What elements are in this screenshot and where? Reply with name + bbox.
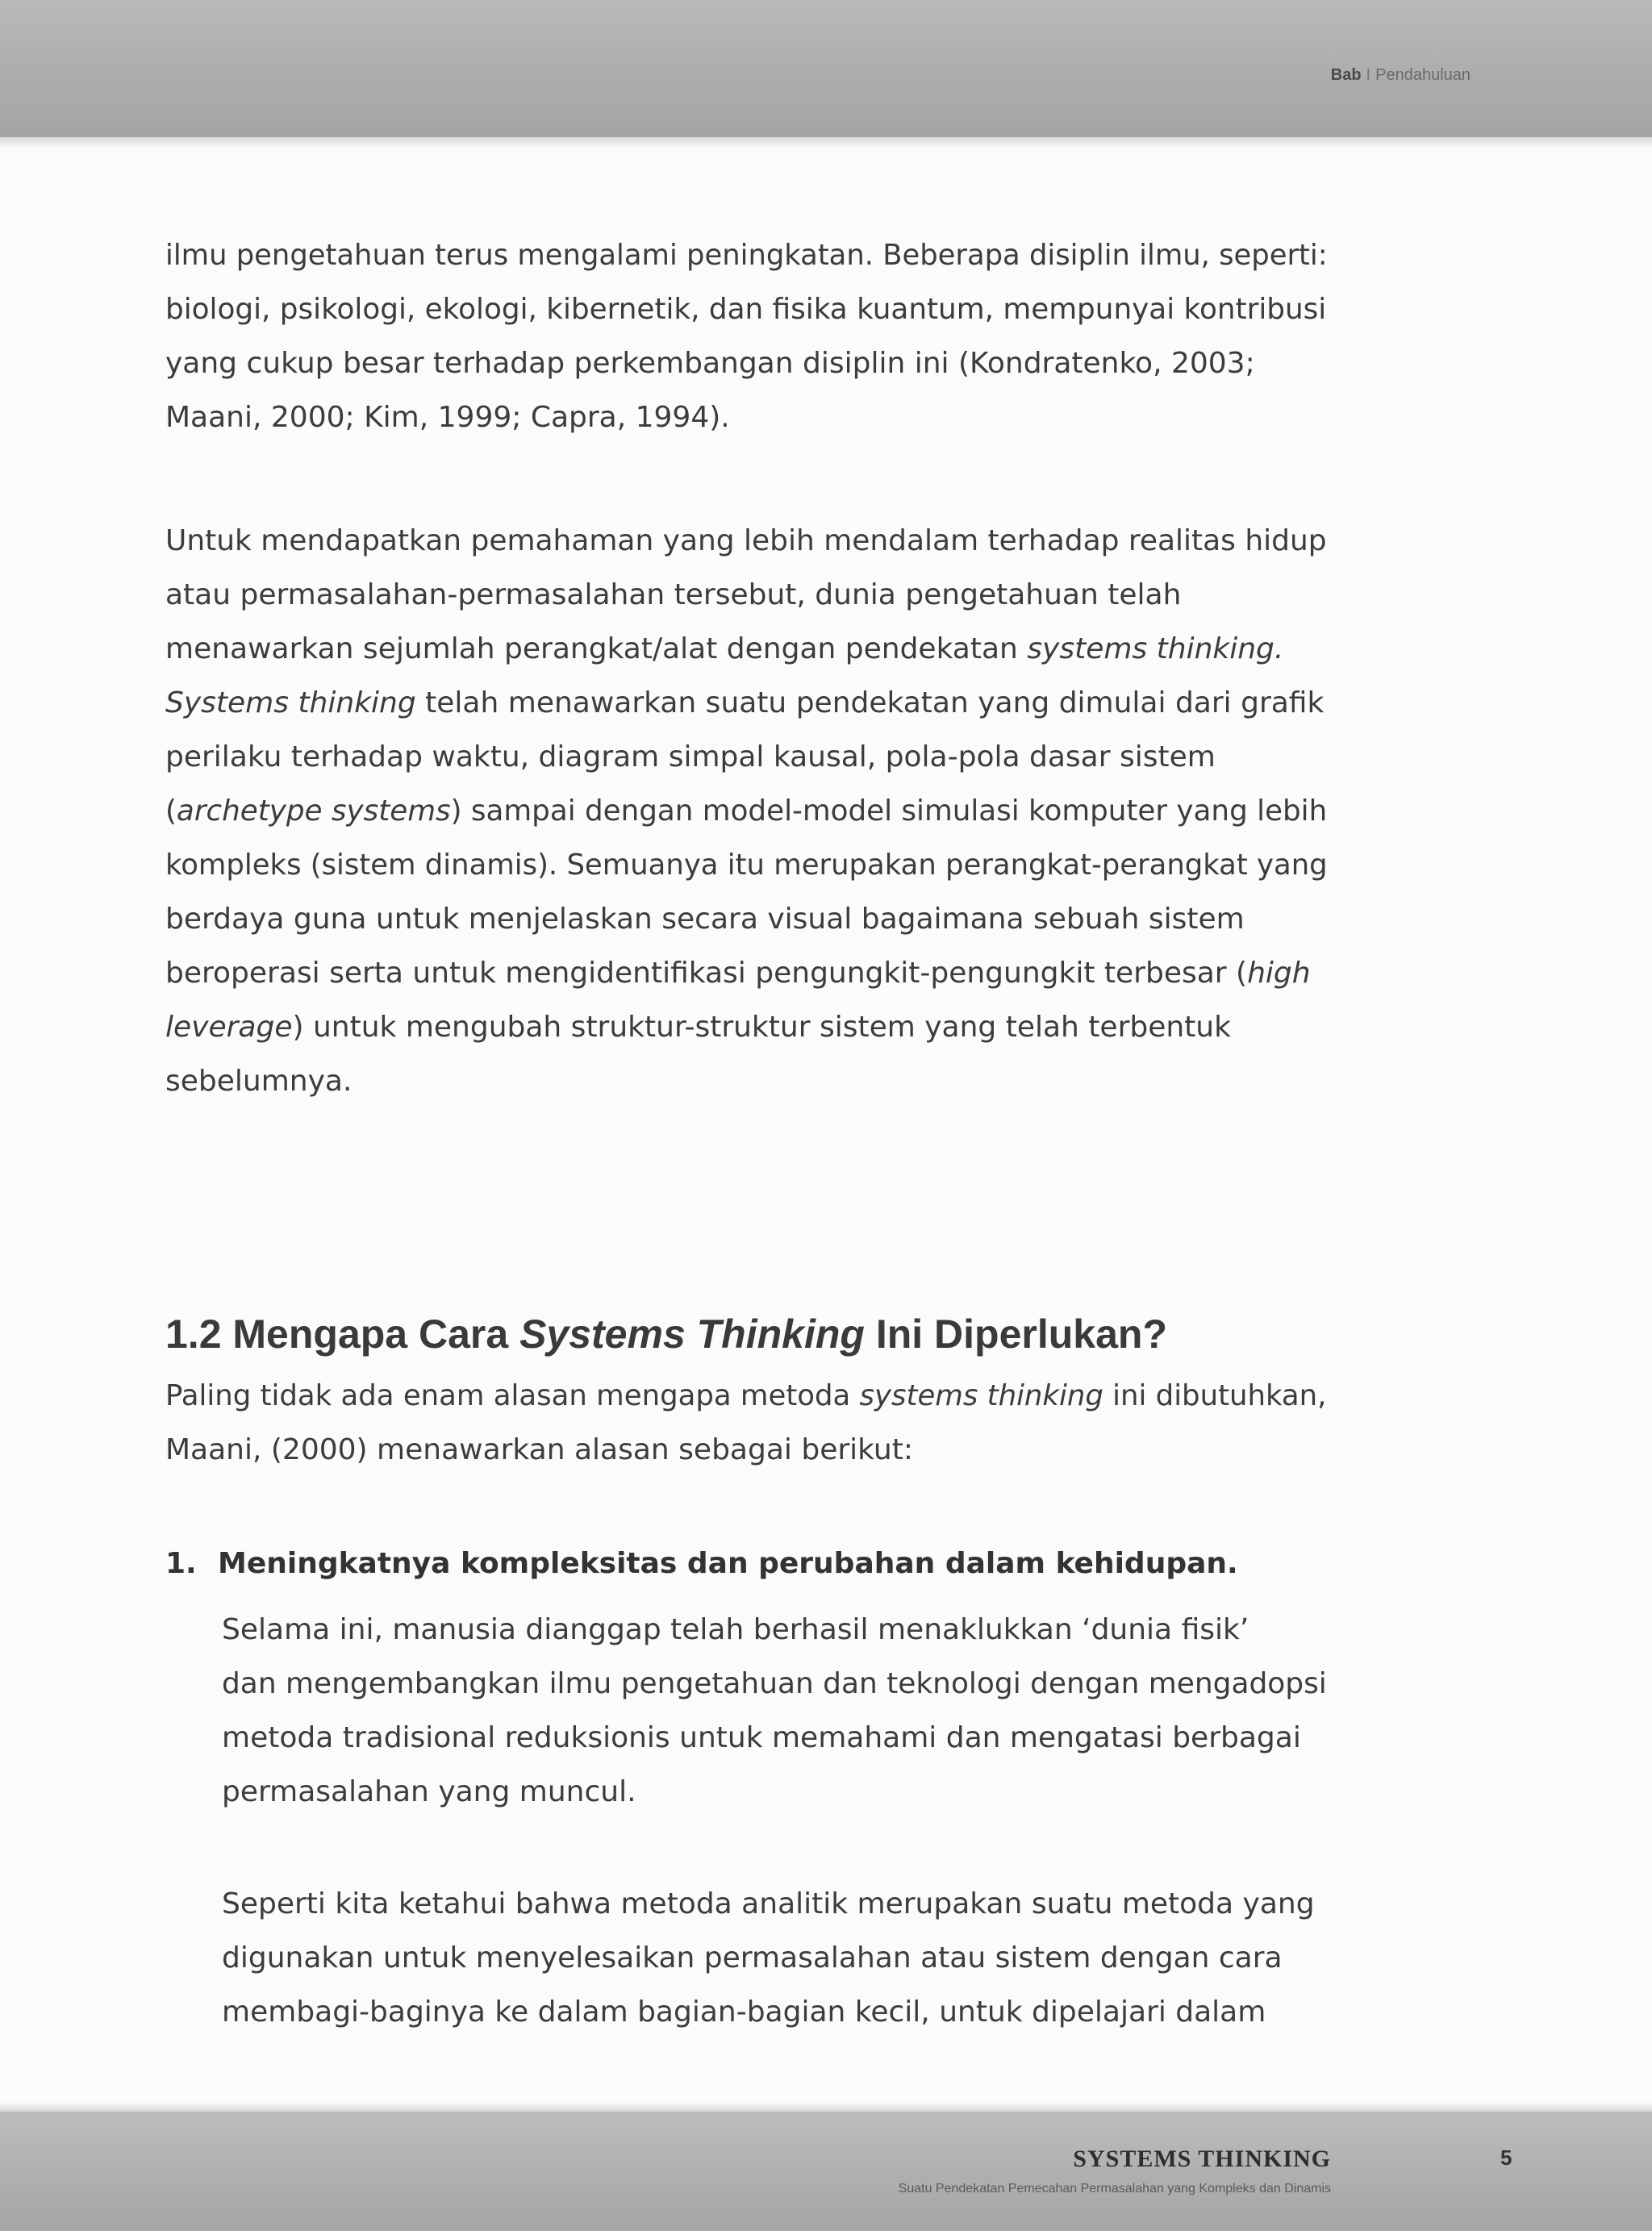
book-title: SYSTEMS THINKING xyxy=(1073,2146,1331,2172)
paragraph-line: Seperti kita ketahui bahwa metoda analitik merupakan suatu metoda yang xyxy=(222,1887,1315,1920)
text-run: ) sampai dengan model-model simulasi komputer yang lebih xyxy=(450,794,1328,828)
list-item-title xyxy=(165,1547,1238,1580)
text-run: ) untuk mengubah struktur-struktur sistem yang telah terbentuk xyxy=(292,1011,1231,1044)
paragraph-line xyxy=(165,676,1327,730)
paragraph-line: atau permasalahan-permasalahan tersebut, dunia pengetahuan telah xyxy=(165,578,1182,611)
italic-term: high xyxy=(1247,957,1311,990)
chapter-title: Pendahuluan xyxy=(1375,66,1471,84)
heading-text: 1.2 Mengapa Cara xyxy=(165,1311,520,1357)
paragraph-1 xyxy=(165,228,1327,444)
text-run: telah menawarkan suatu pendekatan yang dimulai dari grafik xyxy=(415,686,1325,719)
paragraph-2 xyxy=(165,514,1327,1108)
paragraph-line xyxy=(165,784,1328,838)
paragraph-line: ilmu pengetahuan terus mengalami peningkatan. Beberapa disiplin ilmu, seperti: xyxy=(165,239,1328,272)
book-subtitle: Suatu Pendekatan Pemecahan Permasalahan yang Kompleks dan Dinamis xyxy=(898,2182,1331,2196)
paragraph-line: biologi, psikologi, ekologi, kibernetik, dan fisika kuantum, mempunyai kontribusi xyxy=(165,293,1327,326)
text-run: menawarkan sejumlah perangkat/alat dengan pendekatan xyxy=(165,632,1028,665)
paragraph-line: sebelumnya. xyxy=(165,1065,353,1098)
paragraph-line: digunakan untuk menyelesaikan permasalahan atau sistem dengan cara xyxy=(222,1941,1283,1975)
paragraph-line: yang cukup besar terhadap perkembangan disiplin ini (Kondratenko, 2003; xyxy=(165,347,1255,380)
paragraph-line xyxy=(165,1369,1327,1423)
paragraph-line: permasalahan yang muncul. xyxy=(222,1775,636,1808)
paragraph-line: dan mengembangkan ilmu pengetahuan dan teknologi dengan mengadopsi xyxy=(222,1667,1327,1700)
list-item-paragraph-1 xyxy=(222,1603,1327,1819)
italic-term: Systems thinking xyxy=(165,686,416,719)
paragraph-line: Selama ini, manusia dianggap telah berhasil menaklukkan ‘dunia fisik’ xyxy=(222,1613,1249,1646)
chapter-label: Bab xyxy=(1330,66,1362,84)
italic-term: systems thinking xyxy=(859,1379,1103,1412)
heading-italic-text: Systems Thinking xyxy=(519,1311,865,1357)
heading-text: Ini Diperlukan? xyxy=(864,1311,1168,1357)
page-footer-band xyxy=(0,2112,1652,2231)
page-number: 5 xyxy=(1500,2146,1512,2170)
text-run: ( xyxy=(165,794,177,828)
italic-term: systems thinking. xyxy=(1027,632,1284,665)
paragraph-line: perilaku terhadap waktu, diagram simpal kausal, pola-pola dasar sistem xyxy=(165,740,1216,774)
italic-term: archetype systems xyxy=(176,794,451,828)
paragraph-3 xyxy=(165,1369,1327,1477)
list-item-number: 1. xyxy=(165,1547,197,1580)
paragraph-line: Maani, 2000; Kim, 1999; Capra, 1994). xyxy=(165,401,730,434)
paragraph-line xyxy=(165,622,1327,676)
chapter-separator: I xyxy=(1366,66,1371,84)
paragraph-line: membagi-baginya ke dalam bagian-bagian kecil, untuk dipelajari dalam xyxy=(222,1995,1266,2029)
paragraph-line: Untuk mendapatkan pemahaman yang lebih mendalam terhadap realitas hidup xyxy=(165,524,1327,557)
paragraph-line: Maani, (2000) menawarkan alasan sebagai berikut: xyxy=(165,1433,913,1466)
italic-term: leverage xyxy=(165,1011,293,1044)
list-item-heading: Meningkatnya kompleksitas dan perubahan dalam kehidupan. xyxy=(218,1547,1238,1580)
paragraph-line: metoda tradisional reduksionis untuk memahami dan mengatasi berbagai xyxy=(222,1721,1301,1754)
paragraph-line: berdaya guna untuk menjelaskan secara visual bagaimana sebuah sistem xyxy=(165,903,1245,936)
text-run: Paling tidak ada enam alasan mengapa metoda xyxy=(165,1379,860,1412)
section-heading xyxy=(165,1311,1167,1357)
running-head xyxy=(1331,66,1471,85)
list-item-paragraph-2 xyxy=(222,1877,1327,2039)
text-run: ini dibutuhkan, xyxy=(1103,1379,1327,1412)
paragraph-line xyxy=(165,946,1327,1000)
text-run: beroperasi serta untuk mengidentifikasi pengungkit-pengungkit terbesar ( xyxy=(165,957,1248,990)
paragraph-line: kompleks (sistem dinamis). Semuanya itu merupakan perangkat-perangkat yang xyxy=(165,849,1328,882)
paragraph-line xyxy=(165,1000,1327,1054)
